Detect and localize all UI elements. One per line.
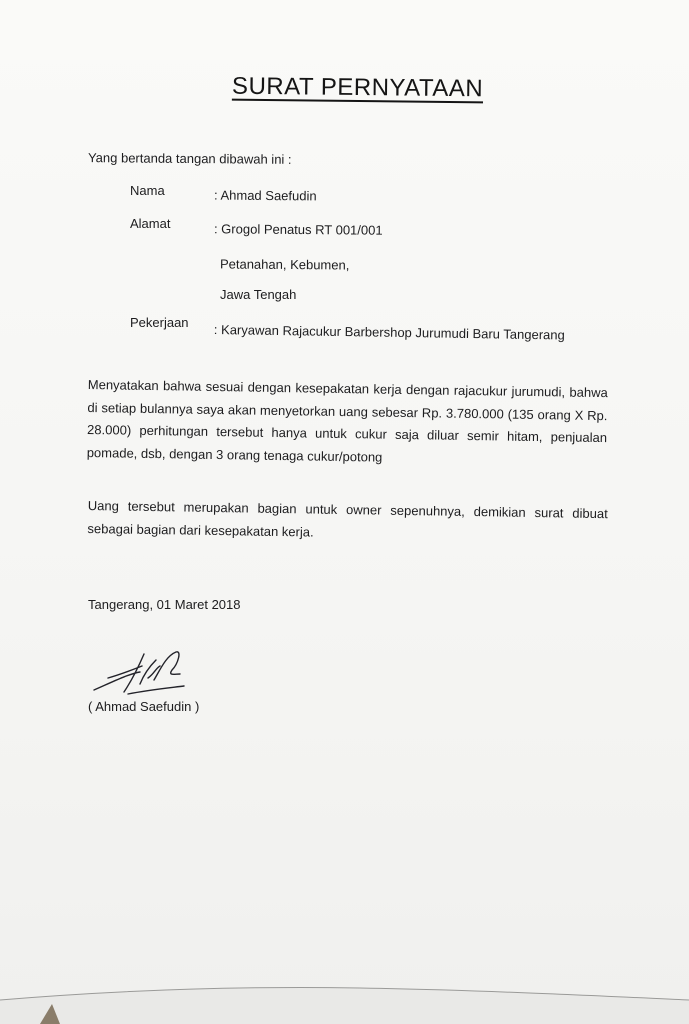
job-value: : Karyawan Rajacukur Barbershop Jurumudi Baru Tangerang <box>213 322 565 343</box>
name-value: : Ahmad Saefudin <box>213 187 317 204</box>
signature <box>88 644 198 700</box>
name-label: Nama <box>130 183 165 198</box>
job-label: Pekerjaan <box>130 315 189 330</box>
address-line-2: Petanahan, Kebumen, <box>219 256 350 273</box>
closing-paragraph: Uang tersebut merupakan bagian untuk owner sepenuhnya, demikian surat dibuat sebagai bagian dari kesepakatan kerja. <box>87 497 608 540</box>
address-line-3: Jawa Tengah <box>220 287 297 302</box>
address-label: Alamat <box>130 216 171 231</box>
document-title: SURAT PERNYATAAN <box>231 72 484 103</box>
place-date: Tangerang, 01 Maret 2018 <box>88 597 241 612</box>
intro-text: Yang bertanda tangan dibawah ini : <box>87 150 292 167</box>
statement-paragraph: Menyatakan bahwa sesuai dengan kesepakatan kerja dengan rajacukur jurumudi, bahwa di setiap bulannya saya akan menyetorkan uang sebesar Rp. 3.780.000 (135 orang X Rp. 28.000) perhitungan tersebut hanya untuk cukur saja diluar semir hitam, penjualan pomade, dsb, dengan 3 orang tenaga cukur/potong <box>86 376 608 465</box>
signatory-name: ( Ahmad Saefudin ) <box>88 699 200 714</box>
address-line-1: : Grogol Penatus RT 001/001 <box>213 221 383 238</box>
page-curl-shadow <box>0 970 689 1024</box>
